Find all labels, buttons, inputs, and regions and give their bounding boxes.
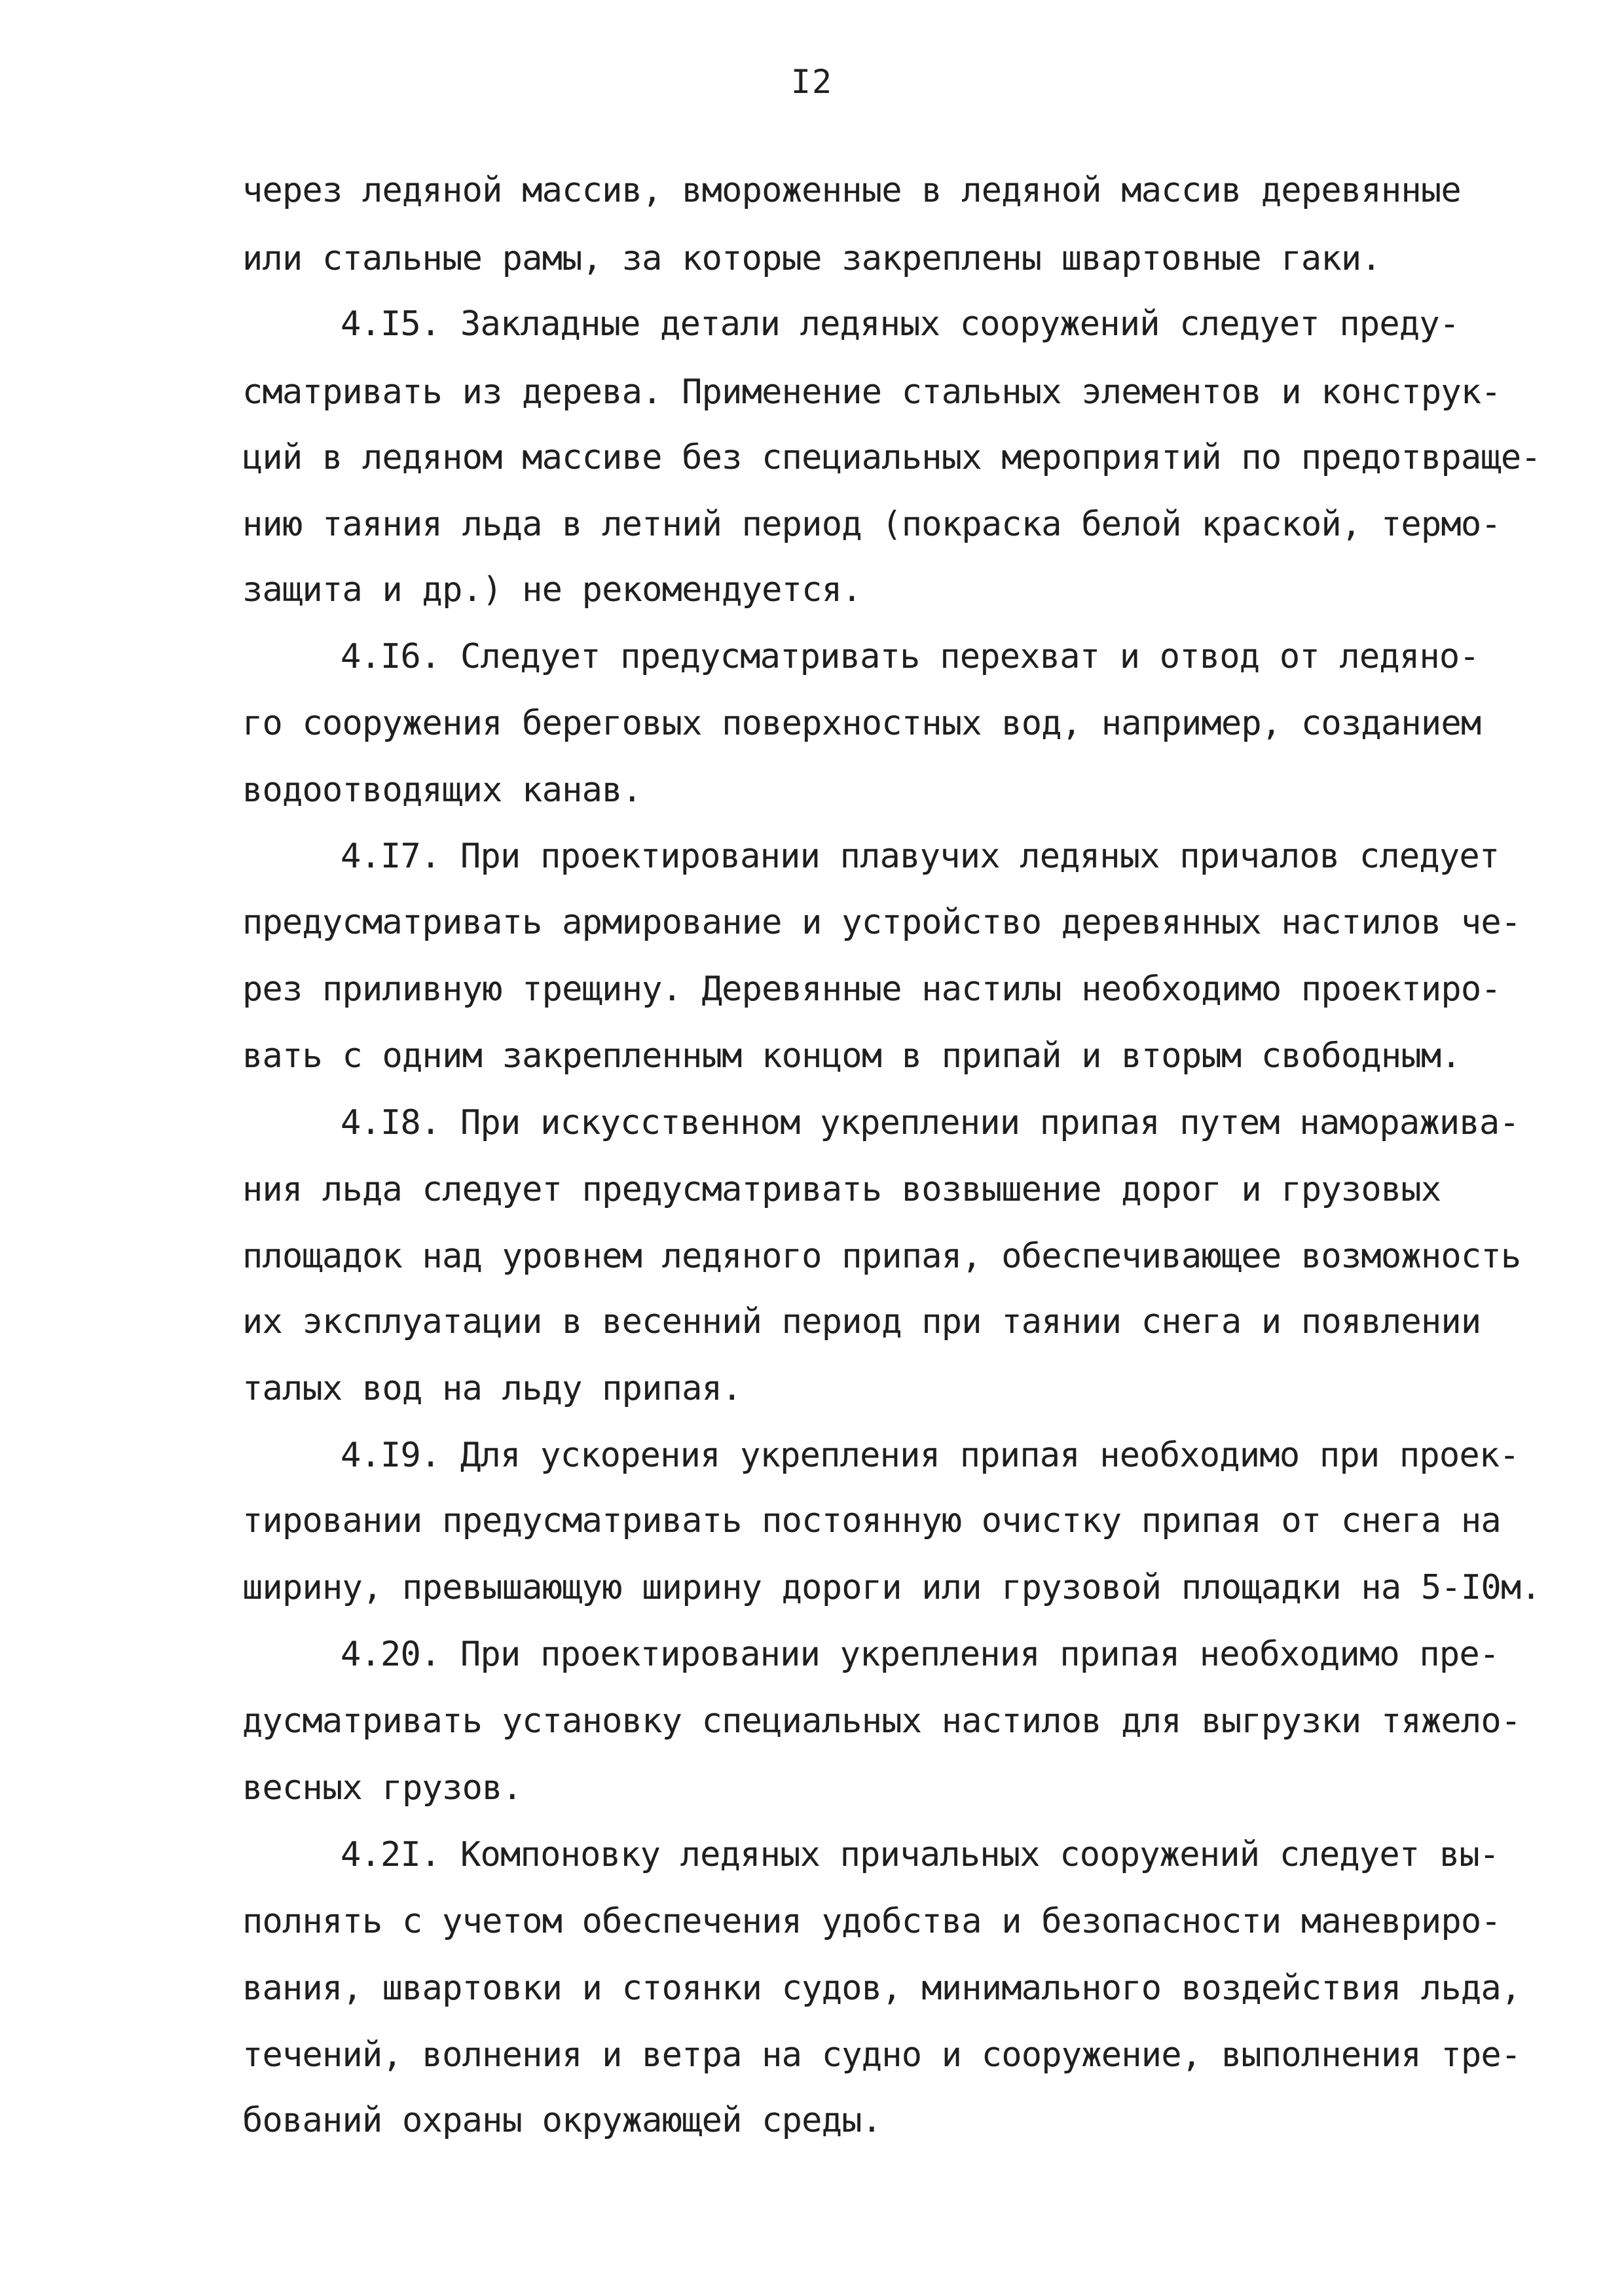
text-line: 4.2I. Компоновку ледяных причальных сооружений следует вы-: [341, 1835, 1500, 1874]
text-line: их эксплуатации в весенний период при таянии снега и появлении: [242, 1302, 1481, 1341]
text-line: дусматривать установку специальных настилов для выгрузки тяжело-: [242, 1702, 1521, 1741]
text-line: го сооружения береговых поверхностных вод, например, созданием: [242, 704, 1481, 743]
text-line: 4.I8. При искусственном укреплении припая путем наморажива-: [341, 1103, 1519, 1142]
text-line: защита и др.) не рекомендуется.: [242, 570, 862, 610]
text-line: вать с одним закрепленным концом в припай и вторым свободным.: [242, 1036, 1461, 1076]
text-line: 4.I7. При проектировании плавучих ледяных причалов следует: [341, 837, 1500, 876]
text-line: рез приливную трещину. Деревянные настилы необходимо проектиро-: [242, 970, 1501, 1009]
text-line: 4.I9. Для ускорения укрепления припая необходимо при проек-: [341, 1436, 1519, 1475]
text-line: ширину, превышающую ширину дороги или грузовой площадки на 5-I0м.: [242, 1568, 1541, 1607]
text-line: 4.20. При проектировании укрепления припая необходимо пре-: [341, 1635, 1500, 1674]
text-line: ния льда следует предусматривать возвышение дорог и грузовых: [242, 1170, 1441, 1209]
text-line: водоотводящих канав.: [242, 771, 642, 810]
text-line: ций в ледяном массиве без специальных мероприятий по предотвраще-: [242, 438, 1541, 477]
text-line: 4.I5. Закладные детали ледяных сооружений следует преду-: [341, 304, 1460, 344]
text-line: тировании предусматривать постоянную очистку припая от снега на: [242, 1501, 1501, 1540]
text-line: вания, швартовки и стоянки судов, минимального воздействия льда,: [242, 1969, 1521, 2008]
text-line: 4.I6. Следует предусматривать перехват и отвод от ледяно-: [341, 637, 1479, 676]
text-line: течений, волнения и ветра на судно и сооружение, выполнения тре-: [242, 2035, 1521, 2075]
text-line: нию таяния льда в летний период (покраска белой краской, термо-: [242, 505, 1501, 544]
text-line: весных грузов.: [242, 1768, 523, 1808]
text-line: сматривать из дерева. Применение стальных элементов и конструк-: [242, 373, 1501, 412]
text-line: площадок над уровнем ледяного припая, обеспечивающее возможность: [242, 1237, 1521, 1276]
text-line: талых вод на льду припая.: [242, 1369, 742, 1408]
text-line: полнять с учетом обеспечения удобства и безопасности маневриро-: [242, 1902, 1501, 1941]
text-line: бований охраны окружающей среды.: [242, 2101, 882, 2140]
text-line: предусматривать армирование и устройство деревянных настилов че-: [242, 903, 1521, 942]
page-number: I2: [790, 63, 834, 101]
text-line: или стальные рамы, за которые закреплены швартовные гаки.: [242, 239, 1381, 278]
text-line: через ледяной массив, вмороженные в ледяной массив деревянные: [242, 171, 1461, 210]
